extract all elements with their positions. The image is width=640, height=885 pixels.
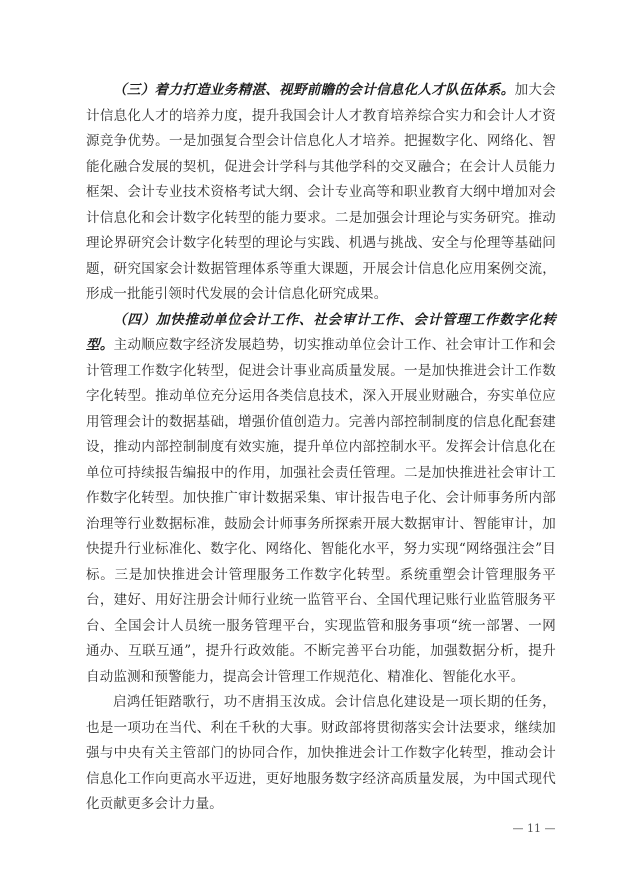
paragraph-conclusion [86, 690, 556, 818]
section-body-4: 主动顺应数字经济发展趋势，切实推动单位会计工作、社会审计工作和会计管理工作数字化转型，促进会计事业高质量发展。一是加快推进会计工作数字化转型。推动单位充分运用各类信息技术，深入开展业财融合，夯实单位应用管理会计的数据基础，增强价值创造力。完善内部控制制度的信息化配套建设，推动内部控制制度有效实施，提升单位内部控制水平。发挥会计信息化在单位可持续报告编报中的作用，加强社会责任管理。二是加快推进社会审计工作数字化转型。加快推广审计数据采集、审计报告电子化、会计师事务所内部治理等行业数据标准，鼓励会计师事务所探索开展大数据审计、智能审计，加快提升行业标准化、数字化、网络化、智能化水平，努力实现“网络强注会”目标。三是加快推进会计管理服务工作数字化转型。系统重塑会计管理服务平台，建好、用好注册会计师行业统一监管平台、全国代理记账行业监管服务平台、全国会计人员统一服务管理平台，实现监管和服务事项“统一部署、一网通办、互联互通”，提升行政效能。不断完善平台功能，加强数据分析，提升自动监测和预警能力，提高会计管理工作规范化、精准化、智能化水平。 [86, 337, 556, 685]
section-body-3: 加大会计信息化人才的培养力度，提升我国会计人才教育培养综合实力和会计人才资源竞争优势。一是加强复合型会计信息化人才培养。把握数字化、网络化、智能化融合发展的契机，促进会计学科与其他学科的交叉融合；在会计人员能力框架、会计专业技术资格考试大纲、会计专业高等和职业教育大纲中增加对会计信息化和会计数字化转型的能力要求。二是加强会计理论与实务研究。推动理论界研究会计数字化转型的理论与实践、机遇与挑战、安全与伦理等基础问题，研究国家会计数据管理体系等重大课题，开展会计信息化应用案例交流，形成一批能引领时代发展的会计信息化研究成果。 [86, 82, 556, 302]
conclusion-body: 启鸿任钜踏歌行，功不唐捐玉汝成。会计信息化建设是一项长期的任务，也是一项功在当代、利在千秋的大事。财政部将贯彻落实会计法要求，继续加强与中央有关主管部门的协同合作，加快推进会计工作数字化转型，推动会计信息化工作向更高水平迈进，更好地服务数字经济高质量发展，为中国式现代化贡献更多会计力量。 [86, 694, 556, 812]
paragraph-talent-system [86, 78, 556, 308]
section-heading-3: （三）着力打造业务精湛、视野前瞻的会计信息化人才队伍体系。 [113, 82, 515, 98]
page-number-text: — 11 — [512, 822, 556, 835]
page-number [0, 822, 640, 835]
section-heading-4: （四）加快推动单位会计工作、社会审计工作、会计管理工作数字化转型。 [86, 311, 556, 353]
paragraph-digital-transformation [86, 308, 556, 691]
document-body [86, 78, 556, 818]
